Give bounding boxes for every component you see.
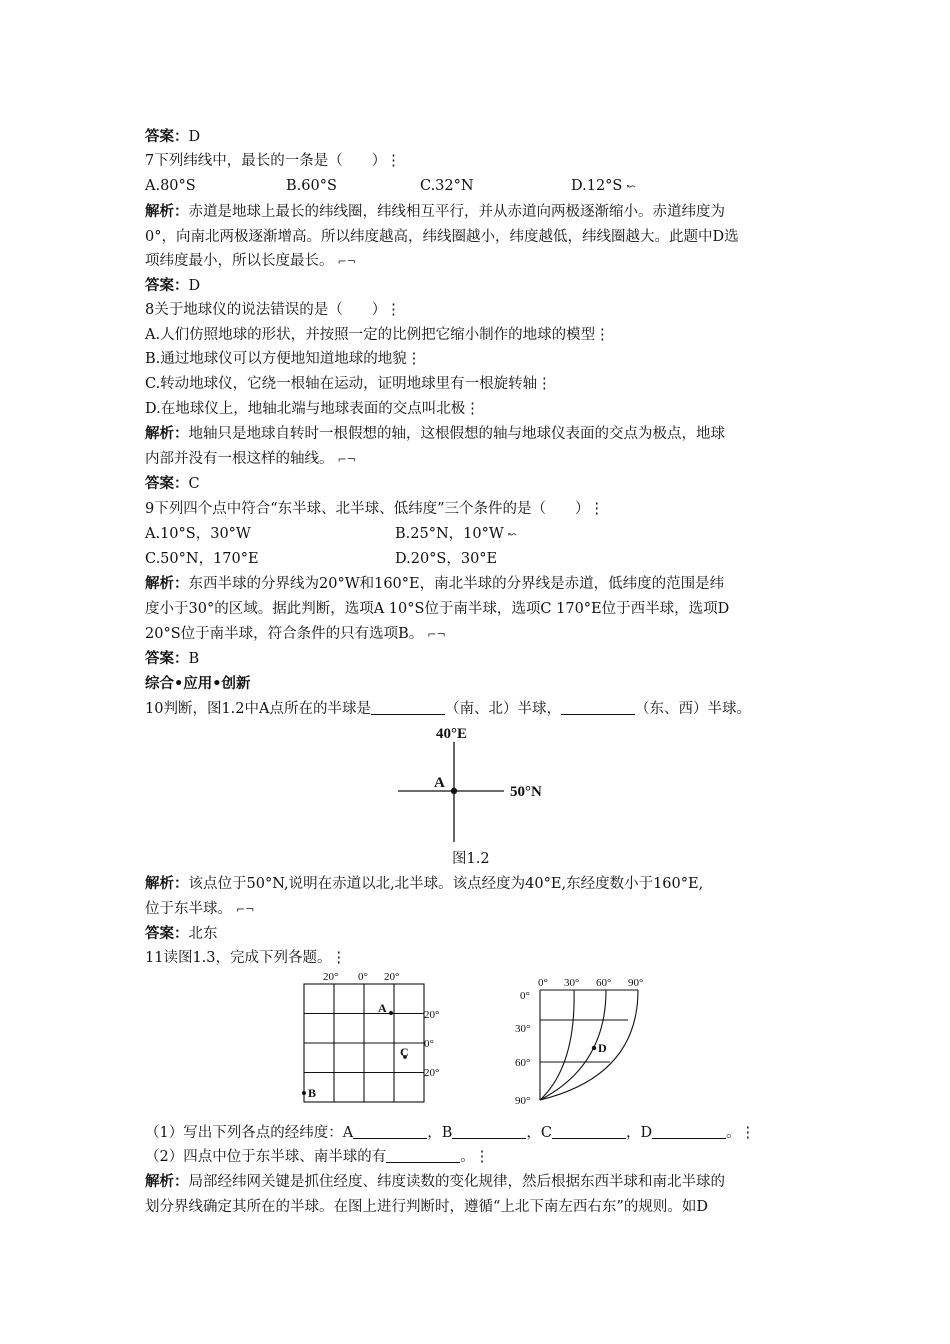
q6-answer — [145, 126, 200, 148]
q10-analysis-line-2 — [145, 898, 254, 920]
q8-option-c: C.转动地球仪，它绕一根轴在运动，证明地球里有一根旋转轴⋮ — [145, 376, 552, 392]
q9-option-b: B.25°N，10°W — [395, 526, 504, 542]
polar-top-label-3: 60° — [596, 977, 612, 989]
q11-sub2-text: （2）四点中位于东半球、南半球的有 — [145, 1149, 387, 1165]
q7-option-d: D.12°S — [571, 178, 623, 194]
analysis-text: 20°S位于南半球，符合条件的只有选项B。 — [145, 626, 424, 642]
q11-analysis-line-1 — [145, 1171, 725, 1193]
point-a-label: A — [378, 1001, 387, 1015]
analysis-label: 解析： — [145, 1174, 189, 1190]
grid-right-label-1: 20° — [424, 1009, 440, 1021]
q11-sub2-text: 。⋮ — [460, 1149, 490, 1165]
point-d-marker — [592, 1046, 596, 1050]
analysis-text: 地轴只是地球自转时一根假想的轴，这根假想的轴与地球仪表面的交点为极点，地球 — [188, 426, 725, 442]
q11-sub1-text: ，C — [526, 1125, 552, 1141]
q11-blank-b[interactable] — [452, 1123, 526, 1139]
q7-analysis-line-2: 0°，向南北两极逐渐增高。所以纬度越高，纬线圈越小，纬度越低，纬线圈越大。此题中D选 — [145, 229, 739, 245]
polar-left-label-1: 30° — [515, 1023, 531, 1035]
point-b-marker — [302, 1091, 306, 1095]
section-title: 综合•应用•创新 — [145, 676, 251, 692]
q7-stem: 7下列纬线中，最长的一条是（ ）⋮ — [145, 153, 401, 169]
q9-analysis-line-1 — [145, 573, 724, 595]
figure-1-2-caption: 图1.2 — [452, 851, 490, 867]
q8-option-d: D.在地球仪上，地轴北端与地球表面的交点叫北极⋮ — [145, 401, 480, 417]
q10-stem-text: （南、北）半球， — [444, 701, 561, 717]
grid-top-label-3: 20° — [384, 971, 400, 983]
analysis-label: 解析： — [145, 876, 189, 892]
point-a-marker — [451, 788, 457, 794]
point-b-label: B — [308, 1086, 317, 1100]
q11-sub2 — [145, 1146, 489, 1168]
answer-label: 答案： — [145, 926, 189, 942]
point-c-label: C — [400, 1045, 409, 1059]
answer-label: 答案： — [145, 651, 189, 667]
lat-label: 50°N — [510, 784, 542, 800]
bracket-mark-icon: ⌐¬ — [427, 628, 446, 641]
q11-sub1 — [145, 1122, 755, 1144]
grid-lines — [304, 984, 424, 1102]
bracket-mark-icon: ⌐¬ — [337, 453, 356, 466]
analysis-label: 解析： — [145, 204, 189, 220]
q11-sub1-text: ，D — [625, 1125, 653, 1141]
q9-option-c: C.50°N，170°E — [145, 551, 259, 567]
q7-option-a: A.80°S — [145, 178, 196, 194]
q9-option-a: A.10°S，30°W — [145, 526, 251, 542]
q7-analysis-line-1 — [145, 201, 725, 223]
polar-top-label-2: 30° — [564, 977, 580, 989]
q9-options-row-2 — [145, 548, 497, 570]
polar-lines — [540, 990, 638, 1100]
answer-value: B — [188, 651, 200, 667]
scribble-mark-icon: ↜ — [507, 528, 517, 541]
analysis-text: 项纬度最小，所以长度最长。 — [145, 253, 334, 269]
polar-top-label-0: 0° — [520, 990, 530, 1002]
q11-blank-a[interactable] — [353, 1123, 427, 1139]
q11-blank-d[interactable] — [652, 1123, 726, 1139]
q10-stem — [145, 698, 751, 720]
answer-label: 答案： — [145, 476, 189, 492]
q10-blank-1[interactable] — [371, 699, 445, 715]
answer-label: 答案： — [145, 129, 189, 145]
q9-options-row-1 — [145, 523, 517, 545]
q11-blank-e[interactable] — [386, 1147, 460, 1163]
answer-label: 答案： — [145, 278, 189, 294]
point-d-label: D — [598, 1041, 607, 1055]
q7-option-c: C.32°N — [420, 178, 474, 194]
q11-blank-c[interactable] — [552, 1123, 626, 1139]
q11-sub1-text: （1）写出下列各点的经纬度：A — [145, 1125, 354, 1141]
q7-option-b: B.60°S — [286, 178, 337, 194]
q10-stem-text: （东、西）半球。 — [634, 701, 751, 717]
grid-top-label-2: 0° — [358, 971, 368, 983]
q8-option-a: A.人们仿照地球的形状，并按照一定的比例把它缩小制作的地球的模型⋮ — [145, 327, 610, 343]
answer-value: D — [188, 129, 201, 145]
bracket-mark-icon: ⌐¬ — [337, 255, 356, 268]
q8-option-b: B.通过地球仪可以方便地知道地球的地貌⋮ — [145, 351, 422, 367]
q9-stem: 9下列四个点中符合“东半球、北半球、低纬度”三个条件的是（ ）⋮ — [145, 501, 605, 517]
point-a-marker — [389, 1011, 393, 1015]
q8-answer — [145, 473, 200, 495]
figure-grid — [296, 966, 466, 1106]
grid-right-label-3: 20° — [424, 1067, 440, 1079]
point-a-label: A — [434, 775, 445, 791]
q7-answer — [145, 275, 200, 297]
figure-polar — [510, 966, 670, 1106]
analysis-label: 解析： — [145, 426, 189, 442]
lon-label: 40°E — [436, 726, 468, 742]
answer-value: D — [188, 278, 201, 294]
scribble-mark-icon: ↜ — [626, 180, 636, 193]
q9-option-d: D.20°S，30°E — [395, 551, 498, 567]
q10-stem-text: 10判断，图1.2中A点所在的半球是 — [145, 701, 371, 717]
q7-analysis-line-3 — [145, 250, 356, 272]
analysis-text: 东西半球的分界线为20°W和160°E，南北半球的分界线是赤道，低纬度的范围是纬 — [188, 576, 725, 592]
answer-value: C — [188, 476, 200, 492]
q9-analysis-line-2: 度小于30°的区域。据此判断，选项A 10°S位于南半球，选项C 170°E位于西半球，选项D — [145, 601, 730, 617]
answer-value: 北东 — [188, 926, 218, 942]
analysis-text: 赤道是地球上最长的纬线圈，纬线相互平行，并从赤道向两极逐渐缩小。赤道纬度为 — [188, 204, 725, 220]
q7-options — [145, 175, 636, 197]
q8-analysis-line-1 — [145, 423, 725, 445]
grid-right-label-2: 0° — [424, 1038, 434, 1050]
q8-stem: 8关于地球仪的说法错误的是（ ）⋮ — [145, 302, 401, 318]
grid-top-label-1: 20° — [323, 971, 339, 983]
analysis-text: 位于东半球。 — [145, 901, 232, 917]
analysis-text: 内部并没有一根这样的轴线。 — [145, 451, 334, 467]
polar-top-label-1: 0° — [538, 977, 548, 989]
q10-answer — [145, 923, 218, 945]
analysis-text: 该点位于50°N,说明在赤道以北,北半球。该点经度为40°E,东经度数小于160°E, — [188, 876, 704, 892]
q10-blank-2[interactable] — [561, 699, 635, 715]
bracket-mark-icon: ⌐¬ — [236, 903, 255, 916]
polar-left-label-2: 60° — [515, 1057, 531, 1069]
q9-analysis-line-3 — [145, 623, 446, 645]
polar-left-label-3: 90° — [515, 1095, 531, 1106]
q10-analysis-line-1 — [145, 873, 703, 895]
q9-answer — [145, 648, 199, 670]
q11-sub1-text: ，B — [427, 1125, 453, 1141]
q8-analysis-line-2 — [145, 448, 356, 470]
analysis-text: 局部经纬网关键是抓住经度、纬度读数的变化规律，然后根据东西半球和南北半球的 — [188, 1174, 725, 1190]
polar-top-label-4: 90° — [628, 977, 644, 989]
q11-analysis-line-2: 划分界线确定其所在的半球。在图上进行判断时，遵循“上北下南左西右东”的规则。如D — [145, 1199, 708, 1215]
q11-stem: 11读图1.3，完成下列各题。⋮ — [145, 950, 347, 966]
q11-sub1-text: 。⋮ — [726, 1125, 756, 1141]
analysis-label: 解析： — [145, 576, 189, 592]
